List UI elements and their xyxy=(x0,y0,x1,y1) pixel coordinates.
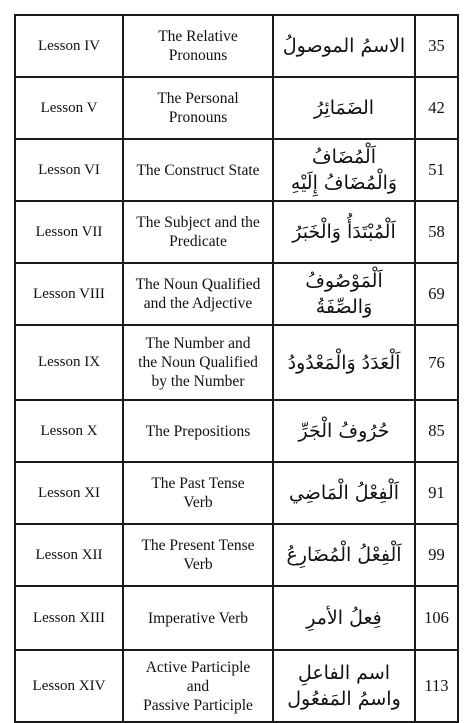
lesson-arabic-title xyxy=(273,139,415,201)
lesson-row xyxy=(15,400,458,462)
arabic-title-line: الاسمُ الموصولُ xyxy=(282,35,406,57)
lesson-title xyxy=(123,524,273,586)
lesson-arabic-title xyxy=(273,650,415,722)
lesson-number: Lesson VI xyxy=(15,139,123,201)
arabic-title-line: واسمُ المَفعُول xyxy=(287,688,401,710)
lessons-table-body xyxy=(15,15,458,722)
arabic-title-line: اَلْمُبْتَدَأُ وَالْخَبَرُ xyxy=(292,221,396,243)
lessons-table xyxy=(14,14,459,723)
lesson-row xyxy=(15,524,458,586)
lesson-arabic-title xyxy=(273,586,415,650)
lesson-row xyxy=(15,263,458,325)
page-number: 85 xyxy=(415,400,458,462)
arabic-title-line: الضَمَائِرُ xyxy=(313,97,375,119)
page-number: 106 xyxy=(415,586,458,650)
lesson-title xyxy=(123,400,273,462)
lesson-number: Lesson XII xyxy=(15,524,123,586)
lesson-title-line: Imperative Verb xyxy=(148,609,248,627)
arabic-title-line: اَلْفِعْلُ الْمُضَارِعُ xyxy=(286,544,402,566)
lesson-title-line: The Personal xyxy=(157,90,239,107)
lesson-number: Lesson XIV xyxy=(15,650,123,722)
lesson-row xyxy=(15,325,458,400)
lesson-title xyxy=(123,650,273,722)
lesson-arabic-title xyxy=(273,325,415,400)
lesson-title xyxy=(123,325,273,400)
lesson-arabic-title xyxy=(273,462,415,524)
page-number: 42 xyxy=(415,77,458,139)
arabic-title-line: اَلْمُضَافُ وَالْمُضَافُ إِلَيْهِ xyxy=(290,146,398,194)
lesson-title-line: and xyxy=(186,677,210,695)
lesson-title-line: The Relative xyxy=(158,28,238,45)
lesson-row xyxy=(15,139,458,201)
lesson-arabic-title xyxy=(273,263,415,325)
lesson-number: Lesson V xyxy=(15,77,123,139)
lesson-title-line: Pronouns xyxy=(168,47,228,64)
lesson-title xyxy=(123,139,273,201)
page-number: 113 xyxy=(415,650,458,722)
lesson-number: Lesson VII xyxy=(15,201,123,263)
lesson-arabic-title xyxy=(273,77,415,139)
lesson-title-line: The Number and xyxy=(145,335,251,352)
lesson-title xyxy=(123,586,273,650)
lesson-title-line: by the Number xyxy=(151,373,245,390)
arabic-title-line: فِعلُ الأمرِ xyxy=(306,607,382,629)
page-number: 58 xyxy=(415,201,458,263)
lesson-number: Lesson X xyxy=(15,400,123,462)
lesson-number: Lesson IV xyxy=(15,15,123,77)
lesson-title-line: Active Participle xyxy=(145,658,251,676)
lesson-title-line: Verb xyxy=(183,556,213,573)
lesson-title-line: The Construct State xyxy=(136,161,260,179)
page-number: 35 xyxy=(415,15,458,77)
lesson-title-line: Predicate xyxy=(169,233,227,250)
lesson-title xyxy=(123,77,273,139)
arabic-title-line: اَلْعَدَدُ وَالْمَعْدُودُ xyxy=(287,351,401,374)
page-number: 99 xyxy=(415,524,458,586)
lesson-title xyxy=(123,15,273,77)
lesson-row xyxy=(15,650,458,722)
lesson-arabic-title xyxy=(273,15,415,77)
lesson-number: Lesson XI xyxy=(15,462,123,524)
lesson-title-line: The Present Tense xyxy=(141,537,255,554)
lesson-row xyxy=(15,462,458,524)
lesson-number: Lesson IX xyxy=(15,325,123,400)
page-number: 91 xyxy=(415,462,458,524)
lesson-title-line: Verb xyxy=(183,494,213,511)
lesson-title-line: The Noun Qualified xyxy=(135,276,261,293)
lesson-arabic-title xyxy=(273,524,415,586)
lesson-row xyxy=(15,77,458,139)
arabic-title-line: حُرُوفُ الْجَرِّ xyxy=(298,420,390,442)
lesson-arabic-title xyxy=(273,201,415,263)
arabic-title-line: اسم الفاعلِ xyxy=(297,662,391,684)
lesson-title-line: and the Adjective xyxy=(143,295,253,312)
lesson-title-line: The Past Tense xyxy=(151,475,245,492)
lesson-row xyxy=(15,15,458,77)
lesson-title xyxy=(123,462,273,524)
lesson-title xyxy=(123,201,273,263)
lesson-row xyxy=(15,201,458,263)
lesson-number: Lesson XIII xyxy=(15,586,123,650)
lesson-arabic-title xyxy=(273,400,415,462)
lesson-title-line: The Prepositions xyxy=(145,422,251,440)
lesson-title-line: the Noun Qualified xyxy=(138,354,258,371)
page-number: 69 xyxy=(415,263,458,325)
page-number: 51 xyxy=(415,139,458,201)
lesson-title-line: Passive Participle xyxy=(143,696,253,714)
lesson-title xyxy=(123,263,273,325)
lesson-number: Lesson VIII xyxy=(15,263,123,325)
lesson-row xyxy=(15,586,458,650)
lesson-title-line: The Subject and the xyxy=(136,214,260,231)
arabic-title-line: اَلْمَوْصُوفُ وَالصِّفَةُ xyxy=(305,270,383,318)
arabic-title-line: اَلْفِعْلُ الْمَاضِي xyxy=(288,482,400,504)
page-number: 76 xyxy=(415,325,458,400)
lesson-title-line: Pronouns xyxy=(168,109,228,126)
